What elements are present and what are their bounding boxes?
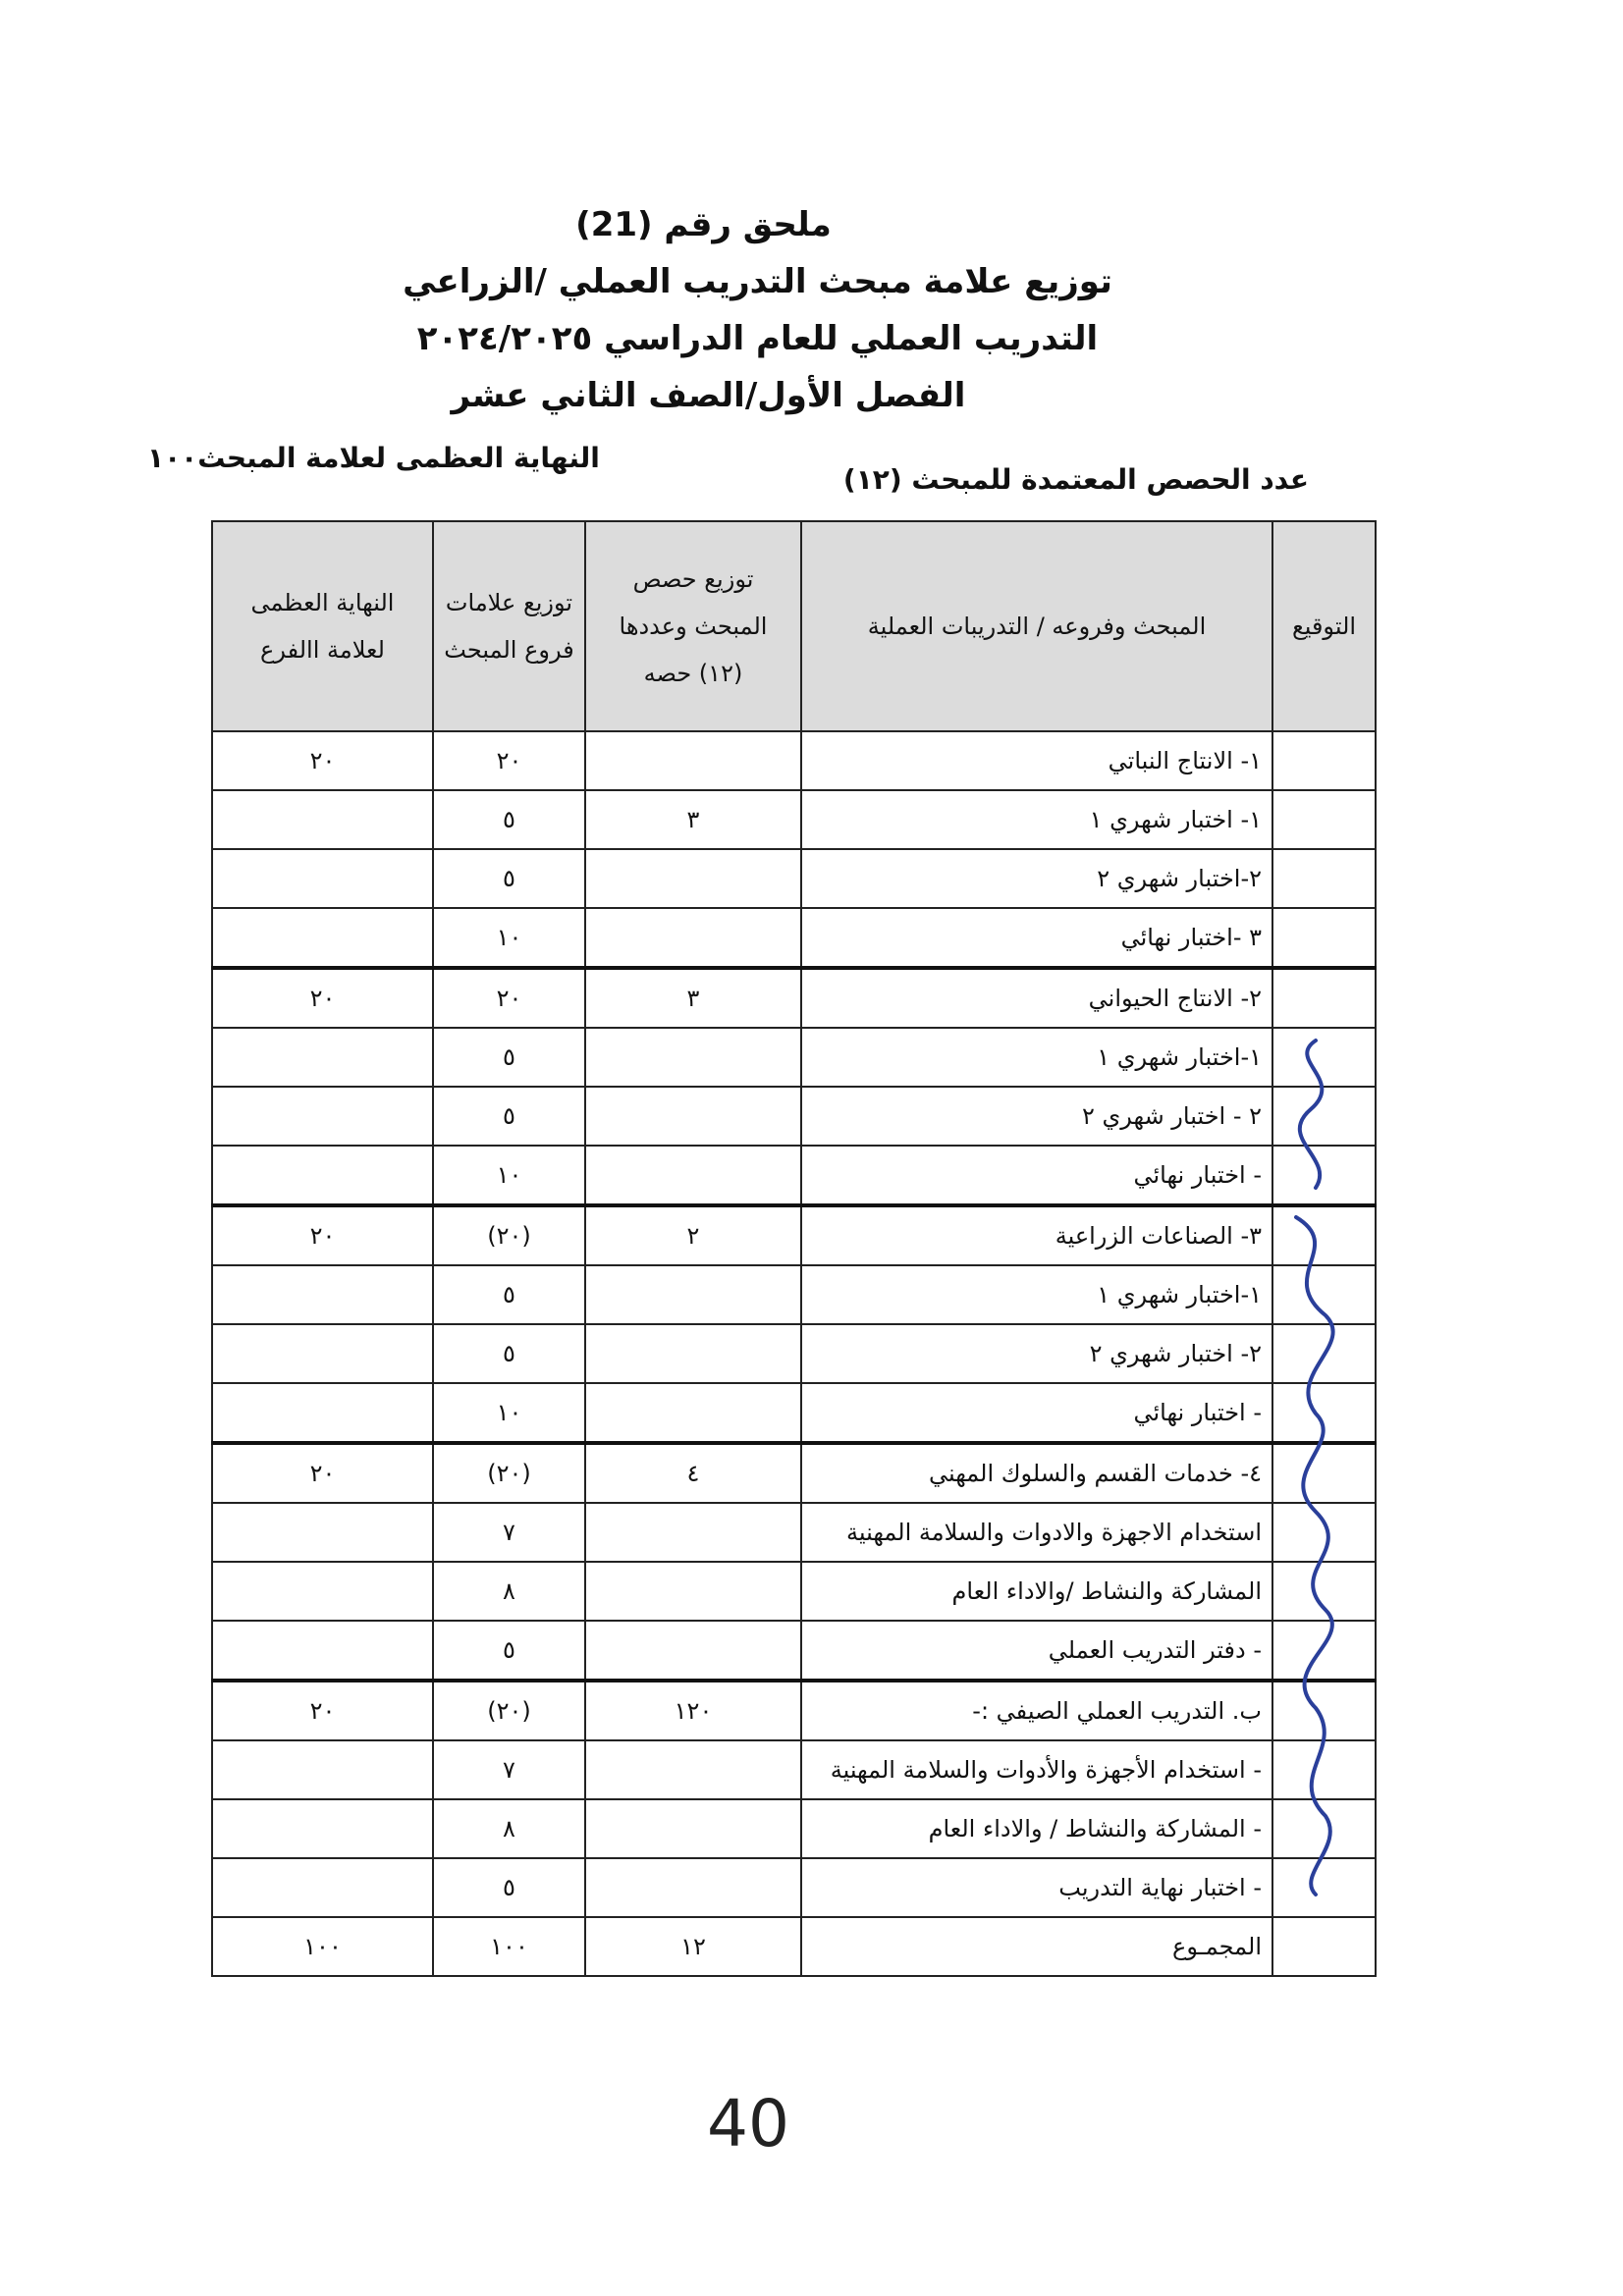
subject-cell: ٤- خدمات القسم والسلوك المهني [801,1443,1272,1503]
subject-cell: ١- اختبار شهري ١ [801,790,1272,849]
table-row [212,908,1376,968]
marks-cell: ٥ [433,1324,585,1383]
periods-cell: ١٢٠ [585,1681,801,1740]
marks-cell: ٨ [433,1799,585,1858]
annex-title: ملحق رقم (21) [575,205,832,244]
marks-cell: ١٠ [433,1146,585,1205]
table-header-row [212,521,1376,731]
marks-cell: ٥ [433,849,585,908]
marks-cell: ٥ [433,1087,585,1146]
periods-cell [585,849,801,908]
max-cell: ٢٠ [212,1443,433,1503]
periods-cell [585,1621,801,1681]
marks-cell: ٥ [433,790,585,849]
header-periods: توزيع حصص المبحث وعددها (١٢) حصه [585,521,801,731]
max-cell [212,1740,433,1799]
table-row [212,1087,1376,1146]
table-row [212,1205,1376,1265]
subject-cell: - اختبار نهائي [801,1146,1272,1205]
page-number: 40 [707,2086,789,2162]
max-cell: ٢٠ [212,1205,433,1265]
periods-cell: ٤ [585,1443,801,1503]
max-cell: ١٠٠ [212,1917,433,1976]
table-row [212,790,1376,849]
periods-cell [585,1799,801,1858]
header-signature: التوقيع [1272,521,1376,731]
grade-line: الفصل الأول/الصف الثاني عشر [451,376,966,415]
max-cell [212,1383,433,1443]
signature-cell [1272,790,1376,849]
table-row [212,1740,1376,1799]
marks-cell: ٢٠ [433,731,585,790]
marks-cell: (٢٠) [433,1443,585,1503]
subject-cell: المشاركة والنشاط /والاداء العام [801,1562,1272,1621]
subject-cell: - دفتر التدريب العملي [801,1621,1272,1681]
subject-cell: - استخدام الأجهزة والأدوات والسلامة المهنية [801,1740,1272,1799]
subject-cell: المجمـوع [801,1917,1272,1976]
table-row [212,968,1376,1028]
table-row [212,731,1376,790]
subject-cell: ٣- الصناعات الزراعية [801,1205,1272,1265]
max-cell [212,1265,433,1324]
subject-cell: ٢- الانتاج الحيواني [801,968,1272,1028]
max-cell [212,1146,433,1205]
handwritten-signature-icon [1257,1021,1375,1904]
max-cell [212,1562,433,1621]
document-title: توزيع علامة مبحث التدريب العملي /الزراعي [403,262,1112,301]
marks-cell: ٧ [433,1740,585,1799]
subject-cell: - اختبار نهاية التدريب [801,1858,1272,1917]
periods-cell [585,1858,801,1917]
periods-cell [585,1740,801,1799]
subject-cell: ١-اختبار شهري ١ [801,1028,1272,1087]
marks-table [211,520,1377,1977]
marks-cell: (٢٠) [433,1681,585,1740]
periods-cell [585,1562,801,1621]
subject-cell: ٣ -اختبار نهائي [801,908,1272,968]
table-row [212,1443,1376,1503]
table-row [212,1799,1376,1858]
subject-cell: ب. التدريب العملي الصيفي :- [801,1681,1272,1740]
table-row [212,1503,1376,1562]
subject-cell: - اختبار نهائي [801,1383,1272,1443]
signature-cell [1272,849,1376,908]
periods-cell [585,1087,801,1146]
subject-cell: استخدام الاجهزة والادوات والسلامة المهنية [801,1503,1272,1562]
subject-cell: ٢ - اختبار شهري ٢ [801,1087,1272,1146]
periods-cell [585,1146,801,1205]
periods-cell: ٢ [585,1205,801,1265]
title-block [0,196,1623,424]
marks-cell: (٢٠) [433,1205,585,1265]
marks-cell: ٥ [433,1621,585,1681]
max-cell [212,1621,433,1681]
periods-cell [585,1503,801,1562]
table-body [212,731,1376,1976]
signature-cell [1272,968,1376,1028]
header-marks: توزيع علامات فروع المبحث [433,521,585,731]
periods-cell [585,731,801,790]
subject-cell: - المشاركة والنشاط / والاداء العام [801,1799,1272,1858]
table-row [212,1858,1376,1917]
periods-cell: ١٢ [585,1917,801,1976]
table-row [212,1681,1376,1740]
marks-cell: ٥ [433,1858,585,1917]
signature-cell [1272,908,1376,968]
table-row [212,1917,1376,1976]
table-row [212,1028,1376,1087]
periods-cell [585,1028,801,1087]
max-cell [212,1503,433,1562]
max-cell [212,790,433,849]
header-subject: المبحث وفروعه / التدريبات العملية [801,521,1272,731]
table-row [212,1562,1376,1621]
subject-cell: ٢-اختبار شهري ٢ [801,849,1272,908]
marks-cell: ٨ [433,1562,585,1621]
periods-cell: ٣ [585,790,801,849]
year-line: التدريب العملي للعام الدراسي ٢٠٢٤/٢٠٢٥ [416,319,1099,358]
table-row [212,1265,1376,1324]
table-row [212,1146,1376,1205]
max-cell [212,1858,433,1917]
subject-cell: ٢- اختبار شهري ٢ [801,1324,1272,1383]
marks-cell: ١٠ [433,1383,585,1443]
periods-cell [585,1383,801,1443]
periods-cell [585,1265,801,1324]
max-cell [212,849,433,908]
marks-cell: ٥ [433,1028,585,1087]
max-cell [212,1028,433,1087]
max-cell [212,1087,433,1146]
signature-cell [1272,1917,1376,1976]
table-row [212,1324,1376,1383]
subject-cell: ١- الانتاج النباتي [801,731,1272,790]
max-cell: ٢٠ [212,968,433,1028]
marks-cell: ١٠ [433,908,585,968]
header-max: النهاية العظمى لعلامة االفرع [212,521,433,731]
table-row [212,1621,1376,1681]
marks-cell: ١٠٠ [433,1917,585,1976]
periods-cell [585,1324,801,1383]
periods-cell [585,908,801,968]
marks-cell: ٥ [433,1265,585,1324]
periods-count-note: عدد الحصص المعتمدة للمبحث (١٢) [842,463,1309,496]
table-row [212,1383,1376,1443]
subject-cell: ١-اختبار شهري ١ [801,1265,1272,1324]
marks-cell: ٢٠ [433,968,585,1028]
marks-cell: ٧ [433,1503,585,1562]
max-cell [212,1799,433,1858]
table-row [212,849,1376,908]
max-cell [212,1324,433,1383]
max-cell: ٢٠ [212,1681,433,1740]
max-cell [212,908,433,968]
max-mark-note: النهاية العظمى لعلامة المبحث١٠٠ [147,442,600,474]
max-cell: ٢٠ [212,731,433,790]
periods-cell: ٣ [585,968,801,1028]
signature-cell [1272,731,1376,790]
